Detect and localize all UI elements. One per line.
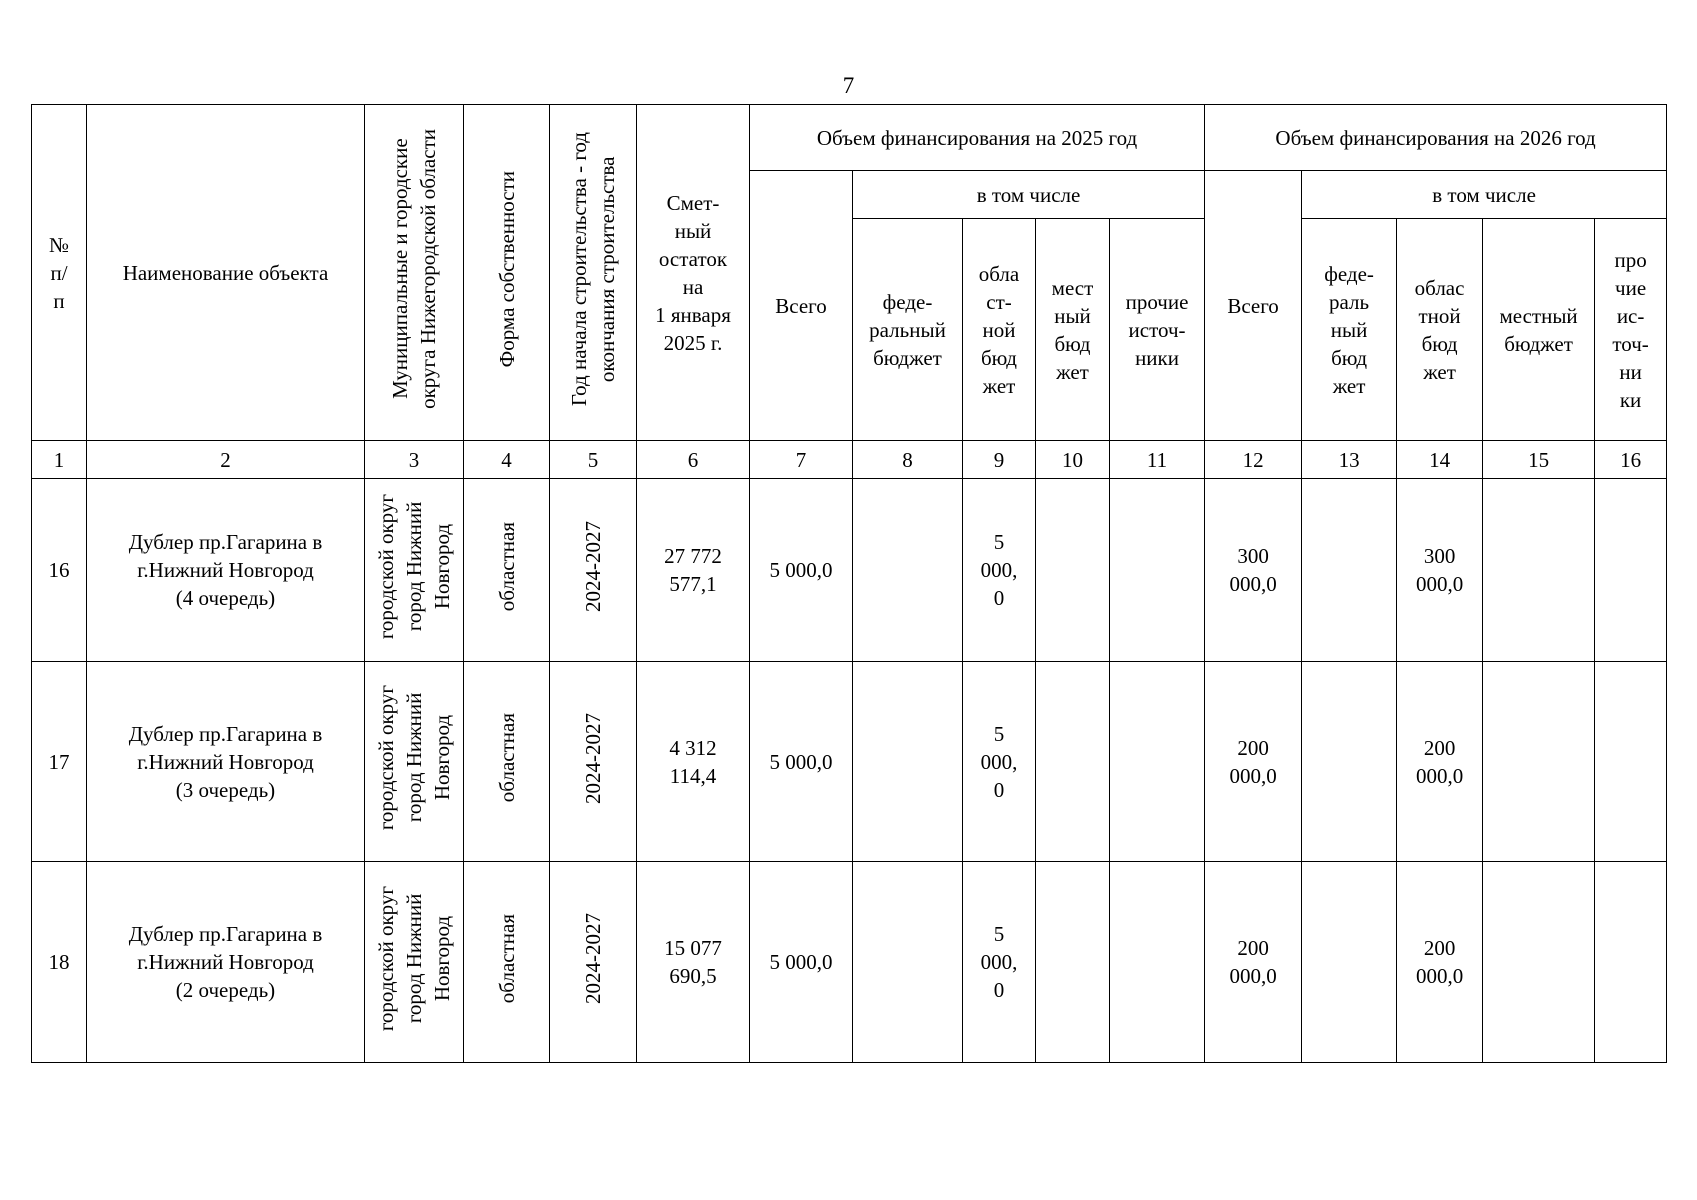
column-number: 13 [1302, 441, 1397, 479]
header-total-2025: Всего [750, 171, 853, 441]
table-row [32, 479, 1667, 662]
cell-local-2026 [1483, 662, 1595, 862]
cell-other-2025 [1110, 479, 1205, 662]
cell-balance: 15 077 690,5 [637, 862, 750, 1063]
column-number: 9 [963, 441, 1036, 479]
header-no: № п/ п [32, 105, 87, 441]
cell-federal-2026 [1302, 662, 1397, 862]
header-fin-2026: Объем финансирования на 2026 год [1205, 105, 1667, 171]
cell-ownership-text: областная [494, 913, 519, 1004]
column-number: 7 [750, 441, 853, 479]
cell-municipality-text: городской округ город Нижний Новгород [374, 685, 454, 831]
cell-local-2026 [1483, 862, 1595, 1063]
column-number: 11 [1110, 441, 1205, 479]
page-number: 7 [842, 73, 855, 98]
cell-other-2026 [1595, 479, 1667, 662]
financing-table [31, 104, 1667, 1063]
column-number: 12 [1205, 441, 1302, 479]
cell-local-2026 [1483, 479, 1595, 662]
cell-total-2026: 200 000,0 [1205, 662, 1302, 862]
column-number: 1 [32, 441, 87, 479]
column-number: 14 [1397, 441, 1483, 479]
header-2026-regional: облас тной бюд жет [1397, 219, 1483, 441]
cell-federal-2025 [853, 862, 963, 1063]
header-name: Наименование объекта [87, 105, 365, 441]
cell-regional-2025: 5 000, 0 [963, 662, 1036, 862]
table-row [32, 662, 1667, 862]
cell-municipality-text: городской округ город Нижний Новгород [374, 493, 454, 640]
column-number: 8 [853, 441, 963, 479]
cell-years [550, 662, 637, 862]
header-balance: Смет- ный остаток на 1 января 2025 г. [637, 105, 750, 441]
header-ownership-text: Форма собственности [494, 170, 519, 368]
column-number: 15 [1483, 441, 1595, 479]
cell-no: 16 [32, 479, 87, 662]
cell-local-2025 [1036, 862, 1110, 1063]
cell-regional-2025: 5 000, 0 [963, 862, 1036, 1063]
column-number: 10 [1036, 441, 1110, 479]
cell-municipality [365, 862, 464, 1063]
cell-total-2026: 200 000,0 [1205, 862, 1302, 1063]
header-2025-federal: феде- ральный бюджет [853, 219, 963, 441]
cell-years [550, 479, 637, 662]
cell-years [550, 862, 637, 1063]
cell-local-2025 [1036, 479, 1110, 662]
cell-municipality [365, 662, 464, 862]
header-years [550, 105, 637, 441]
cell-other-2025 [1110, 662, 1205, 862]
cell-total-2025: 5 000,0 [750, 479, 853, 662]
header-ownership [464, 105, 550, 441]
cell-other-2025 [1110, 862, 1205, 1063]
header-2025-other: прочие источ- ники [1110, 219, 1205, 441]
cell-local-2025 [1036, 662, 1110, 862]
header-including-2026: в том числе [1302, 171, 1667, 219]
cell-ownership [464, 862, 550, 1063]
column-number: 2 [87, 441, 365, 479]
cell-years-text: 2024-2027 [581, 521, 605, 612]
header-fin-2025: Объем финансирования на 2025 год [750, 105, 1205, 171]
header-municipality [365, 105, 464, 441]
header-2026-other: про чие ис- точ- ни ки [1595, 219, 1667, 441]
column-number: 3 [365, 441, 464, 479]
header-municipality-text: Муниципальные и городские округа Нижегородской области [388, 129, 440, 409]
cell-other-2026 [1595, 862, 1667, 1063]
cell-municipality-text: городской округ город Нижний Новгород [374, 885, 454, 1032]
header-2025-local: мест ный бюд жет [1036, 219, 1110, 441]
header-row-1 [32, 105, 1667, 171]
cell-balance: 27 772 577,1 [637, 479, 750, 662]
cell-total-2026: 300 000,0 [1205, 479, 1302, 662]
header-2025-regional: обла ст- ной бюд жет [963, 219, 1036, 441]
cell-municipality [365, 479, 464, 662]
cell-name: Дублер пр.Гагарина в г.Нижний Новгород (4 очередь) [87, 479, 365, 662]
cell-federal-2025 [853, 479, 963, 662]
column-number: 4 [464, 441, 550, 479]
header-2026-federal: феде- раль ный бюд жет [1302, 219, 1397, 441]
cell-ownership [464, 662, 550, 862]
cell-other-2026 [1595, 662, 1667, 862]
cell-years-text: 2024-2027 [581, 712, 605, 804]
column-number-row [32, 441, 1667, 479]
cell-total-2025: 5 000,0 [750, 862, 853, 1063]
cell-ownership-text: областная [494, 521, 519, 612]
cell-no: 17 [32, 662, 87, 862]
column-number: 6 [637, 441, 750, 479]
cell-name: Дублер пр.Гагарина в г.Нижний Новгород (3 очередь) [87, 662, 365, 862]
cell-years-text: 2024-2027 [581, 913, 605, 1004]
cell-name: Дублер пр.Гагарина в г.Нижний Новгород (2 очередь) [87, 862, 365, 1063]
cell-ownership-text: областная [494, 713, 519, 803]
column-number: 5 [550, 441, 637, 479]
cell-federal-2025 [853, 662, 963, 862]
cell-no: 18 [32, 862, 87, 1063]
header-2026-local: местный бюджет [1483, 219, 1595, 441]
header-including-2025: в том числе [853, 171, 1205, 219]
column-number: 16 [1595, 441, 1667, 479]
cell-federal-2026 [1302, 862, 1397, 1063]
cell-regional-2025: 5 000, 0 [963, 479, 1036, 662]
cell-regional-2026: 200 000,0 [1397, 662, 1483, 862]
cell-total-2025: 5 000,0 [750, 662, 853, 862]
cell-federal-2026 [1302, 479, 1397, 662]
header-total-2026: Всего [1205, 171, 1302, 441]
cell-ownership [464, 479, 550, 662]
table-row [32, 862, 1667, 1063]
header-years-text: Год начала строительства - год окончания строительства [567, 131, 619, 407]
cell-balance: 4 312 114,4 [637, 662, 750, 862]
cell-regional-2026: 300 000,0 [1397, 479, 1483, 662]
cell-regional-2026: 200 000,0 [1397, 862, 1483, 1063]
